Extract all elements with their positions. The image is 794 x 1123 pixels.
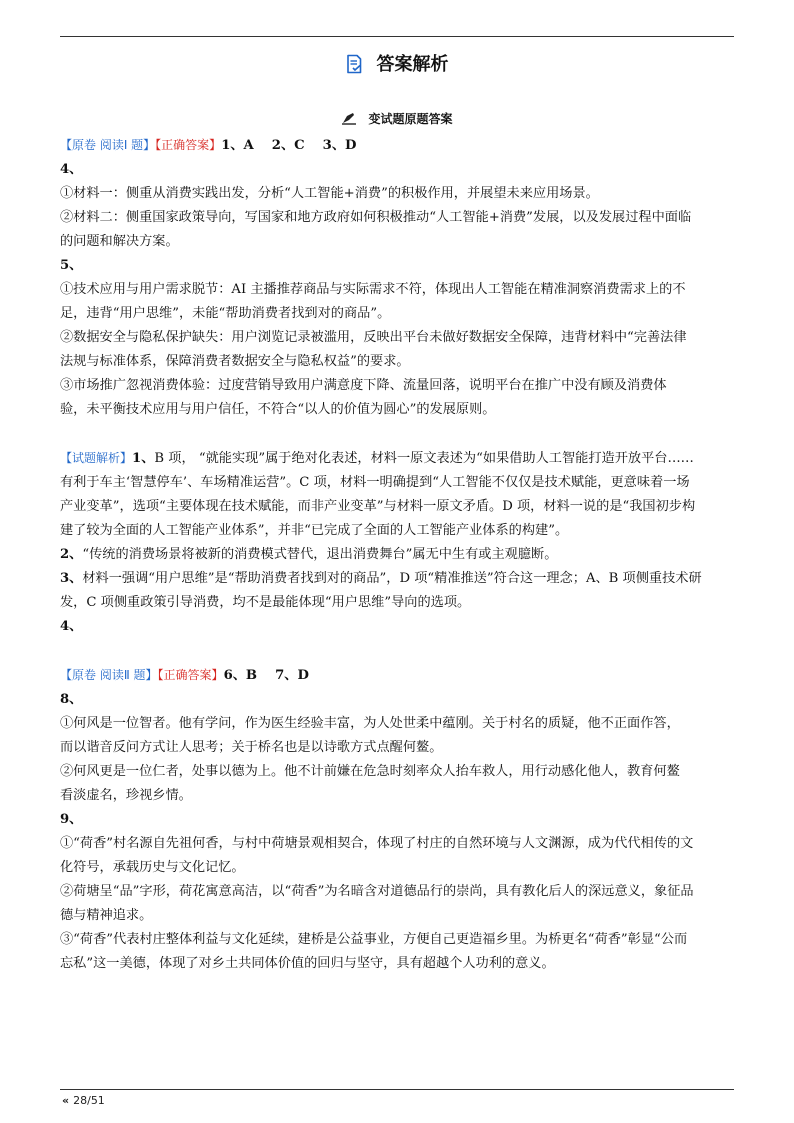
page-number: 28/51 — [73, 1094, 105, 1107]
paragraph: 忘私”这一美德，体现了对乡土共同体价值的回归与坚守，具有超越个人功利的意义。 — [60, 956, 555, 971]
source-tag: 【原卷 阅读Ⅰ 题】 — [60, 138, 156, 152]
source-tag: 【原卷 阅读Ⅱ 题】 — [60, 668, 158, 682]
paragraph: 足，违背“用户思维”，未能“帮助消费者找到对的商品”。 — [60, 306, 391, 321]
paragraph: 看淡虚名，珍视乡情。 — [60, 788, 192, 803]
paragraph: 而以谐音反问方式让人思考；关于桥名也是以诗歌方式点醒何鳌。 — [60, 740, 443, 755]
paragraph: B 项， “就能实现”属于绝对化表述，材料一原文表述为“如果借助人工智能打造开放平台…… — [154, 451, 694, 466]
top-rule — [60, 36, 734, 37]
analysis-tag: 【试题解析】 — [60, 451, 133, 465]
document-check-icon — [345, 54, 363, 74]
paragraph: 发，C 项侧重政策引导消费，均不是最能体现“用户思维”导向的选项。 — [60, 595, 471, 610]
question-number: 2、 — [60, 547, 83, 562]
answer-row — [60, 663, 734, 688]
question-number: 3、 — [60, 571, 83, 586]
question-number: 9、 — [60, 812, 83, 827]
answer-7: 7、D — [275, 668, 309, 683]
question-number: 4、 — [60, 162, 83, 177]
section-subtitle: 变试题原题答案 — [368, 112, 453, 126]
paragraph: 的问题和解决方案。 — [60, 234, 179, 249]
paragraph: 建了较为全面的人工智能产业体系”，并非“已完成了全面的人工智能产业体系的构建”。 — [60, 523, 569, 538]
paragraph: ①何风是一位智者。他有学问，作为医生经验丰富，为人处世柔中蕴刚。关于村名的质疑，他不正面作答， — [60, 716, 680, 731]
answer-tag: 【正确答案】 — [157, 668, 224, 682]
pen-icon — [341, 111, 357, 125]
paragraph: ③“荷香”代表村庄整体利益与文化延续，建桥是公益事业，方便自己更造福乡里。为桥更名“荷香”彰显“公而 — [60, 932, 688, 947]
bottom-rule — [60, 1089, 734, 1090]
answer-values — [221, 138, 356, 153]
question-number: 8、 — [60, 692, 83, 707]
page-footer — [62, 1094, 105, 1107]
page-title: 答案解析 — [376, 54, 449, 75]
answer-values — [224, 668, 309, 683]
question-number: 1、 — [132, 451, 155, 466]
paragraph: ③市场推广忽视消费体验：过度营销导致用户满意度下降、流量回落，说明平台在推广中没有顾及消费体 — [60, 378, 667, 393]
answer-6: 6、B — [223, 668, 258, 683]
paragraph: 材料一强调“用户思维”是“帮助消费者找到对的商品”，D 项“精准推送”符合这一理念；A、B 项侧重技术研 — [82, 571, 702, 586]
header — [0, 50, 794, 76]
question-number: 4、 — [60, 619, 83, 634]
answer-3: 3、D — [322, 138, 357, 153]
question-number: 5、 — [60, 258, 83, 273]
paragraph: ②材料二：侧重国家政策导向，写国家和地方政府如何积极推动“人工智能+消费”发展，以及发展过程中面临 — [60, 210, 692, 225]
paragraph: 验，未平衡技术应用与用户信任，不符合“以人的价值为圆心”的发展原则。 — [60, 402, 496, 417]
answer-content — [60, 133, 734, 976]
section-heading — [0, 108, 794, 127]
answer-tag: 【正确答案】 — [155, 138, 222, 152]
paragraph: 有利于车主‘智慧停车’、车场精准运营”。C 项，材料一明确提到“人工智能不仅仅是技术赋能，更意味着一场 — [60, 475, 690, 490]
paragraph: ①“荷香”村名源自先祖何香，与村中荷塘景观相契合，体现了村庄的自然环境与人文渊源，成为代代相传的文 — [60, 836, 694, 851]
double-chevron-left-icon: « — [62, 1094, 70, 1107]
paragraph: ②荷塘呈“品”字形，荷花寓意高洁，以“荷香”为名暗含对道德品行的崇尚，具有教化后人的深远意义，象征品 — [60, 884, 694, 899]
paragraph: 化符号，承载历史与文化记忆。 — [60, 860, 245, 875]
paragraph: ②数据安全与隐私保护缺失：用户浏览记录被滥用，反映出平台未做好数据安全保障，违背材料中“完善法律 — [60, 330, 687, 345]
paragraph: ②何风更是一位仁者，处事以德为上。他不计前嫌在危急时刻率众人抬车救人，用行动感化他人，教育何鳌 — [60, 764, 680, 779]
paragraph: 法规与标准体系，保障消费者数据安全与隐私权益”的要求。 — [60, 354, 410, 369]
paragraph: “传统的消费场景将被新的消费模式替代，退出消费舞台”属无中生有或主观臆断。 — [82, 547, 558, 562]
paragraph: ①材料一：侧重从消费实践出发，分析“人工智能+消费”的积极作用，并展望未来应用场景。 — [60, 186, 599, 201]
analysis-row — [60, 446, 734, 471]
answer-1: 1、A — [221, 138, 254, 153]
answer-2: 2、C — [271, 138, 305, 153]
paragraph: ①技术应用与用户需求脱节：AI 主播推荐商品与实际需求不符，体现出人工智能在精准洞察消费需求上的不 — [60, 282, 686, 297]
answer-row — [60, 133, 734, 158]
paragraph: 德与精神追求。 — [60, 908, 153, 923]
paragraph: 产业变革”，选项“主要体现在技术赋能，而非产业变革”与材料一原文矛盾。D 项，材料一说的是“我国初步构 — [60, 499, 696, 514]
